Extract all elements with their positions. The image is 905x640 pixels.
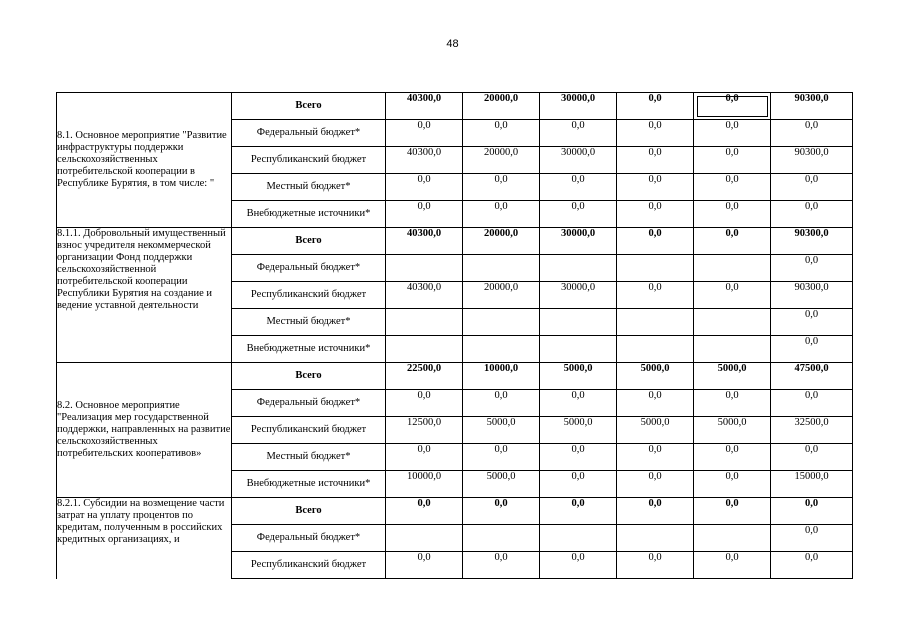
value-cell: 0,0 [540, 390, 617, 417]
value-cell: 0,0 [617, 498, 694, 525]
value-cell: 0,0 [540, 552, 617, 579]
total-value-cell: 32500,0 [771, 417, 853, 444]
value-cell: 0,0 [540, 174, 617, 201]
value-cell: 40300,0 [386, 147, 463, 174]
value-cell: 30000,0 [540, 93, 617, 120]
value-cell [694, 525, 771, 552]
value-cell: 0,0 [694, 201, 771, 228]
value-cell [540, 255, 617, 282]
value-cell: 0,0 [617, 174, 694, 201]
value-cell [463, 525, 540, 552]
funding-source-cell: Федеральный бюджет* [232, 390, 386, 417]
value-cell: 0,0 [463, 498, 540, 525]
value-cell: 0,0 [386, 201, 463, 228]
total-value-cell: 0,0 [771, 201, 853, 228]
value-cell [694, 255, 771, 282]
value-cell: 5000,0 [463, 417, 540, 444]
value-cell: 5000,0 [694, 363, 771, 390]
value-cell: 5000,0 [694, 417, 771, 444]
funding-source-cell: Внебюджетные источники* [232, 201, 386, 228]
value-cell: 0,0 [617, 147, 694, 174]
funding-source-cell: Республиканский бюджет [232, 417, 386, 444]
value-cell: 0,0 [617, 120, 694, 147]
value-cell [617, 525, 694, 552]
table-row-total [57, 228, 853, 255]
value-cell: 10000,0 [386, 471, 463, 498]
value-cell: 40300,0 [386, 93, 463, 120]
value-cell: 0,0 [617, 471, 694, 498]
value-cell [386, 309, 463, 336]
funding-source-cell: Внебюджетные источники* [232, 336, 386, 363]
value-cell [694, 336, 771, 363]
value-cell: 20000,0 [463, 147, 540, 174]
total-value-cell: 90300,0 [771, 282, 853, 309]
value-cell: 30000,0 [540, 228, 617, 255]
funding-source-cell: Всего [232, 228, 386, 255]
funding-source-cell: Всего [232, 363, 386, 390]
value-cell: 0,0 [463, 444, 540, 471]
value-cell: 0,0 [617, 444, 694, 471]
funding-source-cell: Всего [232, 498, 386, 525]
value-cell: 0,0 [386, 444, 463, 471]
event-cell: 8.2.1. Субсидии на возмещение части затрат на уплату процентов по кредитам, полученным в российских кредитных организациях, и [57, 498, 232, 579]
total-value-cell: 0,0 [771, 498, 853, 525]
value-cell [463, 309, 540, 336]
value-cell: 0,0 [463, 120, 540, 147]
value-cell: 0,0 [617, 552, 694, 579]
funding-source-cell: Внебюджетные источники* [232, 471, 386, 498]
funding-source-cell: Республиканский бюджет [232, 147, 386, 174]
value-cell: 0,0 [540, 444, 617, 471]
value-cell: 5000,0 [617, 363, 694, 390]
value-cell: 0,0 [694, 282, 771, 309]
value-cell: 0,0 [694, 93, 771, 120]
value-cell: 0,0 [463, 390, 540, 417]
value-cell: 40300,0 [386, 282, 463, 309]
value-cell: 0,0 [694, 552, 771, 579]
total-value-cell: 0,0 [771, 552, 853, 579]
value-cell: 0,0 [463, 174, 540, 201]
funding-source-cell: Местный бюджет* [232, 444, 386, 471]
value-cell: 0,0 [386, 120, 463, 147]
value-cell: 0,0 [694, 120, 771, 147]
table-row-total [57, 363, 853, 390]
total-value-cell: 0,0 [771, 174, 853, 201]
value-cell [463, 255, 540, 282]
value-cell [694, 309, 771, 336]
value-cell: 5000,0 [617, 417, 694, 444]
total-value-cell: 0,0 [771, 255, 853, 282]
funding-source-cell: Местный бюджет* [232, 309, 386, 336]
value-cell [617, 336, 694, 363]
value-cell: 0,0 [694, 444, 771, 471]
total-value-cell: 47500,0 [771, 363, 853, 390]
value-cell: 20000,0 [463, 228, 540, 255]
value-cell: 0,0 [617, 93, 694, 120]
value-cell: 0,0 [540, 471, 617, 498]
total-value-cell: 0,0 [771, 120, 853, 147]
value-cell: 5000,0 [463, 471, 540, 498]
event-cell: 8.1. Основное мероприятие "Развитие инфраструктуры поддержки сельскохозяйственных потребительской кооперации в Республике Бурятия, в том числе: " [57, 93, 232, 228]
total-value-cell: 90300,0 [771, 93, 853, 120]
funding-source-cell: Республиканский бюджет [232, 552, 386, 579]
total-value-cell: 0,0 [771, 309, 853, 336]
funding-source-cell: Федеральный бюджет* [232, 525, 386, 552]
value-cell: 10000,0 [463, 363, 540, 390]
funding-source-cell: Местный бюджет* [232, 174, 386, 201]
value-cell: 0,0 [694, 228, 771, 255]
value-cell [617, 255, 694, 282]
value-cell: 22500,0 [386, 363, 463, 390]
value-cell: 0,0 [694, 174, 771, 201]
event-cell: 8.1.1. Добровольный имущественный взнос учредителя некоммерческой организации Фонд поддержки сельскохозяйственной потребительской кооперации Республики Бурятия на создание и ведение уставной деятельности [57, 228, 232, 363]
value-cell: 30000,0 [540, 282, 617, 309]
budget-table [56, 92, 853, 579]
page-number: 48 [446, 38, 459, 50]
value-cell: 30000,0 [540, 147, 617, 174]
value-cell [386, 255, 463, 282]
value-cell: 0,0 [694, 471, 771, 498]
value-cell [617, 309, 694, 336]
value-cell: 0,0 [540, 201, 617, 228]
value-cell: 0,0 [463, 552, 540, 579]
value-cell: 0,0 [540, 498, 617, 525]
value-cell: 0,0 [694, 498, 771, 525]
total-value-cell: 0,0 [771, 336, 853, 363]
value-cell [540, 525, 617, 552]
value-cell: 0,0 [617, 201, 694, 228]
value-cell [386, 525, 463, 552]
value-cell: 5000,0 [540, 417, 617, 444]
value-cell: 20000,0 [463, 93, 540, 120]
value-cell: 20000,0 [463, 282, 540, 309]
value-cell: 0,0 [463, 201, 540, 228]
value-cell: 5000,0 [540, 363, 617, 390]
value-cell [386, 336, 463, 363]
funding-source-cell: Федеральный бюджет* [232, 120, 386, 147]
value-cell: 0,0 [617, 282, 694, 309]
total-value-cell: 0,0 [771, 525, 853, 552]
value-cell [463, 336, 540, 363]
funding-source-cell: Всего [232, 93, 386, 120]
value-cell [540, 336, 617, 363]
table-row-total [57, 93, 853, 120]
value-cell: 0,0 [386, 390, 463, 417]
funding-source-cell: Федеральный бюджет* [232, 255, 386, 282]
total-value-cell: 90300,0 [771, 147, 853, 174]
value-cell: 0,0 [386, 552, 463, 579]
budget-table-body [57, 93, 853, 579]
table-row-total [57, 498, 853, 525]
value-cell: 0,0 [617, 228, 694, 255]
funding-source-cell: Республиканский бюджет [232, 282, 386, 309]
total-value-cell: 90300,0 [771, 228, 853, 255]
value-cell: 0,0 [386, 174, 463, 201]
total-value-cell: 15000,0 [771, 471, 853, 498]
value-cell: 12500,0 [386, 417, 463, 444]
total-value-cell: 0,0 [771, 444, 853, 471]
value-cell: 0,0 [694, 147, 771, 174]
value-cell: 0,0 [694, 390, 771, 417]
value-cell: 40300,0 [386, 228, 463, 255]
value-cell: 0,0 [386, 498, 463, 525]
total-value-cell: 0,0 [771, 390, 853, 417]
value-cell: 0,0 [540, 120, 617, 147]
value-cell: 0,0 [617, 390, 694, 417]
event-cell: 8.2. Основное мероприятие "Реализация мер государственной поддержки, направленных на развитие сельскохозяйственных потребительских кооперативов» [57, 363, 232, 498]
value-cell [540, 309, 617, 336]
